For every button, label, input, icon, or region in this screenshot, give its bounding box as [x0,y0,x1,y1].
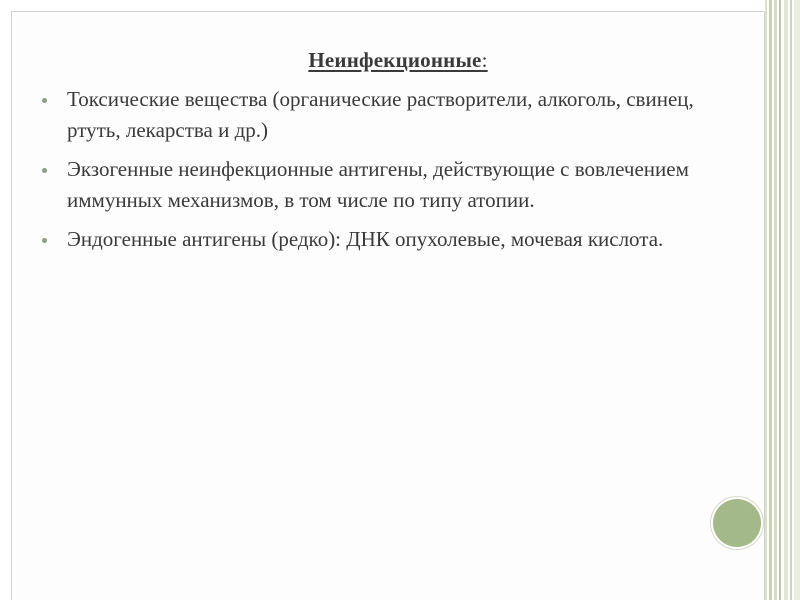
decorative-stripe [784,0,788,600]
decorative-stripe [765,0,767,600]
bullet-item [38,224,738,255]
bullet-item [38,84,738,146]
decorative-stripe [779,0,781,600]
bullet-list [38,84,738,263]
bullet-text: Токсические вещества (органические растворители, алкоголь, свинец, ртуть, лекарства и др.) [67,87,694,142]
slide-title [0,48,796,73]
decorative-stripe [774,0,777,600]
bullet-text: Экзогенные неинфекционные антигены, действующие с вовлечением иммунных механизмов, в том числе по типу атопии. [67,157,689,212]
bullet-item [38,154,738,216]
slide-title-text: Неинфекционные [308,48,482,72]
bullet-dot-icon [42,238,47,243]
decorative-stripe [769,0,772,600]
bullet-dot-icon [42,168,47,173]
bullet-text: Эндогенные антигены (редко): ДНК опухолевые, мочевая кислота. [67,227,664,251]
decorative-circle [713,499,761,547]
slide-title-colon: : [481,48,488,72]
decorative-stripe [790,0,792,600]
bullet-dot-icon [42,98,47,103]
decorative-stripe [794,0,800,600]
